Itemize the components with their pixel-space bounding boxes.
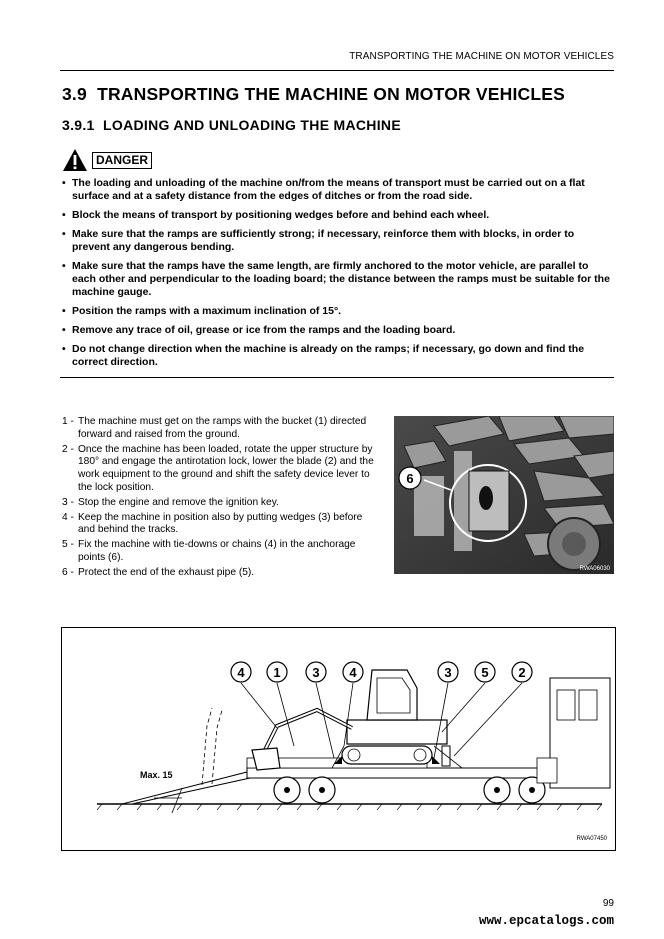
page-number: 99	[602, 898, 614, 909]
list-item: 4 - Keep the machine in position also by putting wedges (3) before and behind the tracks.	[62, 511, 363, 536]
list-item: • Make sure that the ramps have the same length, are firmly anchored to the motor vehicle, are parallel to each other and perpendicular to the loading board; the distance between the ramps must be suitable for the machine gauge.	[62, 260, 610, 298]
safety-bullet-list	[62, 177, 614, 375]
callout-4b: 4	[349, 665, 357, 680]
header-divider	[60, 70, 614, 71]
track-anchorage-photo	[394, 416, 614, 574]
callout-3b: 3	[444, 665, 452, 680]
list-item: 1 - The machine must get on the ramps with the bucket (1) directed forward and raised from the ground.	[62, 416, 367, 440]
section-divider	[60, 377, 614, 378]
callout-5: 5	[481, 665, 489, 680]
transport-diagram	[61, 627, 616, 851]
list-item: • Block the means of transport by positioning wedges before and behind each wheel.	[62, 209, 490, 221]
section-title: TRANSPORTING THE MACHINE ON MOTOR VEHICLES	[97, 84, 566, 104]
callout-1: 1	[273, 665, 281, 680]
danger-notice	[62, 148, 152, 172]
list-item: 2 - Once the machine has been loaded, rotate the upper structure by 180° and engage the antirotation lock, lower the blade (2) and the work equipment to the ground and shift the safety device lever to the lock position.	[62, 443, 374, 493]
figure-code: RWA07450	[576, 836, 607, 842]
list-item: 3 - Stop the engine and remove the ignition key.	[62, 496, 279, 508]
list-item: 6 - Protect the end of the exhaust pipe (5).	[62, 566, 255, 578]
list-item: • Do not change direction when the machine is already on the ramps; if necessary, go down and find the correct direction.	[62, 343, 585, 368]
subsection-heading	[62, 117, 401, 133]
list-item: • The loading and unloading of the machine on/from the means of transport must be carried out on a flat surface and at a safety distance from the edges of ditches or from the road side.	[62, 177, 585, 202]
callout-4: 4	[237, 665, 245, 680]
warning-triangle-icon	[62, 148, 88, 172]
list-item: • Remove any trace of oil, grease or ice from the ramps and the loading board.	[62, 324, 456, 336]
section-heading	[62, 84, 565, 105]
callout-2: 2	[518, 665, 526, 680]
danger-label: DANGER	[92, 152, 152, 169]
angle-label: Max. 15	[140, 770, 173, 780]
photo-callout-6: 6	[406, 471, 414, 486]
running-header: TRANSPORTING THE MACHINE ON MOTOR VEHICLES	[349, 51, 614, 62]
list-item: 5 - Fix the machine with tie-downs or chains (4) in the anchorage points (6).	[62, 539, 356, 563]
photo-code: RWA06030	[579, 566, 610, 572]
list-item: • Make sure that the ramps are sufficiently strong; if necessary, reinforce them with blocks, in order to prevent any dangerous bending.	[62, 228, 575, 253]
procedure-steps	[62, 416, 380, 582]
section-number: 3.9	[62, 84, 87, 104]
callout-3: 3	[312, 665, 320, 680]
list-item: • Position the ramps with a maximum inclination of 15°.	[62, 305, 342, 317]
subsection-title: LOADING AND UNLOADING THE MACHINE	[103, 117, 401, 133]
subsection-number: 3.9.1	[62, 117, 95, 133]
website-watermark[interactable]: www.epcatalogs.com	[478, 914, 614, 928]
